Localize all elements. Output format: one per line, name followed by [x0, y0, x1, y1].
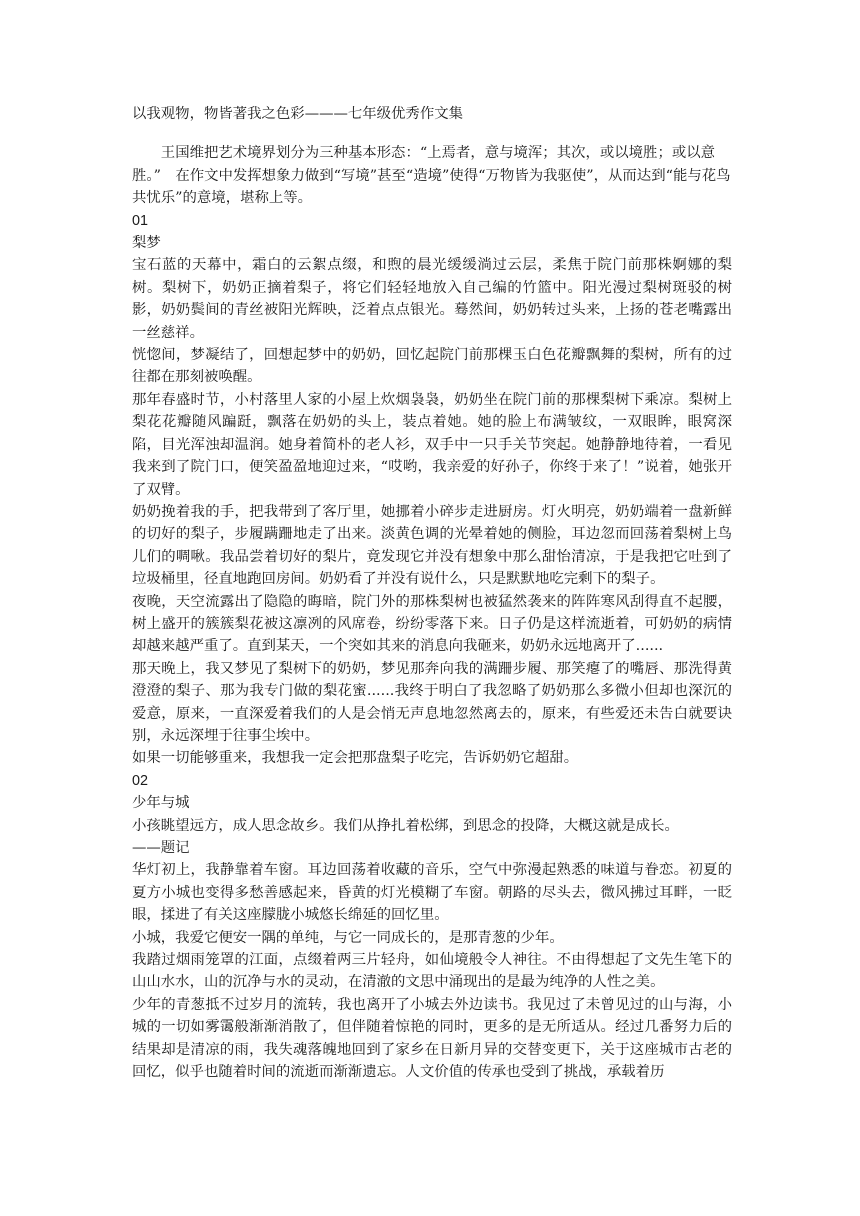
essay1-paragraph: 宝石蓝的天幕中，霜白的云絮点缀，和煦的晨光缓缓淌过云层，柔焦于院门前那株婀娜的梨树。梨树下，奶奶正摘着梨子，将它们轻轻地放入自己编的竹篮中。阳光漫过梨树斑驳的树影，奶奶鬓间的青丝被阳光辉映，泛着点点银光。蓦然间，奶奶转过头来，上扬的苍老嘴露出一丝慈祥。 [132, 257, 732, 341]
document-page [132, 103, 732, 1083]
document-title: 以我观物，物皆著我之色彩———七年级优秀作文集 [132, 106, 463, 122]
essay2-paragraph: 我踏过烟雨笼罩的江面，点缀着两三片轻舟，如仙境般令人神往。不由得想起了文先生笔下的山山水水，山的沉净与水的灵动，在清澈的文思中涌现出的是最为纯净的人性之美。 [132, 952, 732, 991]
essay1-paragraph: 恍惚间，梦凝结了，回想起梦中的奶奶，回忆起院门前那棵玉白色花瓣飘舞的梨树，所有的过往都在那刻被唤醒。 [132, 347, 732, 386]
essay1-paragraph: 那天晚上，我又梦见了梨树下的奶奶，梦见那奔向我的满跚步履、那笑瘪了的嘴唇、那洗得黄澄澄的梨子、那为我专门做的梨花蜜......我终于明白了我忽略了奶奶那么多微小但却也深沉的爱意，原来，一直深爱着我们的人是会悄无声息地忽然离去的，原来，有些爱还未告白就要诀别，永远深埋于往事尘埃中。 [132, 660, 732, 744]
essay1-paragraph: 那年春盛时节，小村落里人家的小屋上炊烟袅袅，奶奶坐在院门前的那棵梨树下乘凉。梨树上梨花花瓣随风蹁跹，飘落在奶奶的头上，装点着她。她的脸上布满皱纹，一双眼眸，眼窝深陷，目光浑浊却温润。她身着简朴的老人衫，双手中一只手关节突起。她静静地待着，一看见我来到了院门口，便笑盈盈地迎过来，“哎哟，我亲爱的好孙子，你终于来了！”说着，她张开了双臂。 [132, 391, 732, 498]
essay-number-1: 01 [132, 212, 149, 229]
essay2-paragraph: 华灯初上，我静靠着车窗。耳边回荡着收藏的音乐，空气中弥漫起熟悉的味道与眷恋。初夏的夏方小城也变得多愁善感起来，昏黄的灯光模糊了车窗。朝路的尽头去，微风拂过耳畔，一眨眼，揉进了有关这座朦胧小城悠长绵延的回忆里。 [132, 862, 732, 924]
essay2-paragraph: 少年的青葱抵不过岁月的流转，我也离开了小城去外边读书。我见过了未曾见过的山与海，小城的一切如雾霭般渐渐消散了，但伴随着惊艳的同时，更多的是无所适从。经过几番努力后的结果却是清凉的雨，我失魂落魄地回到了家乡在日新月异的交替变更下，关于这座城市古老的回忆，似乎也随着时间的流逝而渐渐遗忘。人文价值的传承也受到了挑战，承载着历 [132, 996, 732, 1081]
intro-paragraph: 王国维把艺术境界划分为三种基本形态：“上焉者，意与境浑；其次，或以境胜；或以意胜。” 在作文中发挥想象力做到“写境”甚至“造境”使得“万物皆为我驱使”，从而达到“能与花鸟共忧乐”的意境，堪称上等。 [132, 145, 731, 207]
essay1-paragraph: 如果一切能够重来，我想我一定会把那盘梨子吃完，告诉奶奶它超甜。 [132, 750, 579, 767]
essay2-epigraph-source: ——题记 [132, 840, 190, 856]
essay-title-1: 梨梦 [132, 235, 161, 252]
essay2-paragraph: 小城，我爱它便安一隅的单纯，与它一同成长的，是那青葱的少年。 [132, 929, 564, 946]
essay1-paragraph: 夜晚，天空流露出了隐隐的晦暗，院门外的那株梨树也被猛然袭来的阵阵寒风刮得直不起腰，树上盛开的簇簇梨花被这凛冽的风席卷，纷纷零落下来。日子仍是这样流逝着，可奶奶的病情却越来越严重了。直到某天，一个突如其来的消息向我砸来，奶奶永远地离开了...... [132, 593, 732, 655]
essay-number-2: 02 [132, 772, 149, 789]
essay1-paragraph: 奶奶挽着我的手，把我带到了客厅里，她挪着小碎步走进厨房。灯火明亮，奶奶端着一盘新鲜的切好的梨子，步履蹒跚地走了出来。淡黄色调的光晕着她的侧脸，耳边忽而回荡着梨树上鸟儿们的啁啾。我品尝着切好的梨片，竟发现它并没有想象中那么甜怡清凉，于是我把它吐到了垃圾桶里，径直地跑回房间。奶奶看了并没有说什么，只是默默地吃完剩下的梨子。 [132, 503, 732, 588]
essay2-epigraph: 小孩眺望远方，成人思念故乡。我们从挣扎着松绑，到思念的投降，大概这就是成长。 [132, 817, 679, 834]
essay-title-2: 少年与城 [132, 795, 190, 812]
